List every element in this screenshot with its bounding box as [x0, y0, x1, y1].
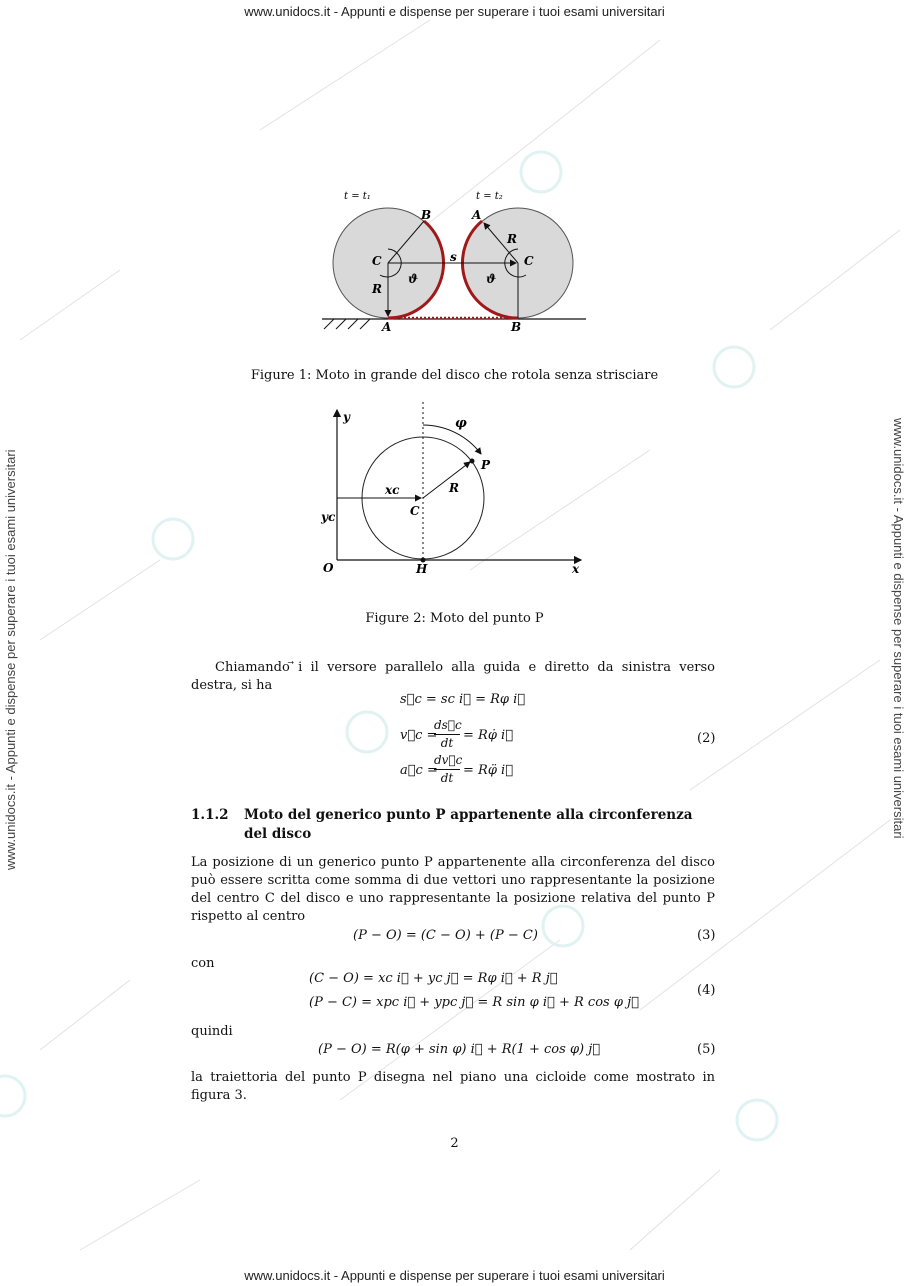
cycloid-paragraph: la traiettoria del punto P disegna nel piano una cicloide come mostrato in figura 3. [191, 1070, 715, 1103]
eq2c-rhs: = Rφ̈ i⃗ [463, 763, 514, 778]
equation-number-3: (3) [697, 928, 716, 943]
label-phi: φ [455, 416, 467, 431]
label-R-left: R [372, 282, 382, 296]
eq2c-lhs: a⃗c = [400, 763, 438, 778]
label-A-left: A [382, 320, 392, 334]
section-title: Moto del generico punto P appartenente alla circonferenza del disco [244, 807, 693, 842]
equation-2a: s⃗c = sc i⃗ = Rφ i⃗ [400, 692, 526, 707]
label-xc: xᴄ [385, 483, 400, 497]
watermark-left: www.unidocs.it - Appunti e dispense per superare i tuoi esami universitari [3, 449, 18, 870]
eq2b-num: ds⃗c [434, 718, 462, 732]
page-number: 2 [450, 1136, 459, 1151]
section-number: 1.1.2 [191, 807, 229, 823]
label-C-left: C [372, 254, 382, 268]
figure-2-caption: Figure 2: Moto del punto P [365, 611, 544, 626]
eq2b-den: dt [440, 736, 454, 750]
label-C: C [410, 504, 420, 518]
label-C-right: C [524, 254, 534, 268]
equation-4a: (C − O) = xc i⃗ + yc j⃗ = Rφ i⃗ + R j⃗ [309, 971, 558, 986]
label-t2: t = t₂ [476, 191, 503, 202]
figure-1-diagram [310, 185, 600, 335]
equation-number-4: (4) [697, 983, 716, 998]
label-R-right: R [507, 232, 517, 246]
eq2b-rhs: = Rφ̇ i⃗ [463, 728, 514, 743]
eq2c-den: dt [440, 771, 454, 785]
label-theta-left: ϑ [408, 272, 419, 286]
label-x-axis: x [572, 562, 580, 576]
label-y-axis: y [343, 410, 350, 424]
label-B-right: B [511, 320, 522, 334]
equation-number-5: (5) [697, 1042, 716, 1057]
eq2c-num: dv⃗c [434, 753, 463, 767]
equation-5: (P − O) = R(φ + sin φ) i⃗ + R(1 + cos φ) j⃗ [318, 1042, 601, 1057]
text-con: con [191, 956, 215, 971]
equation-number-2: (2) [697, 731, 716, 746]
watermark-right: www.unidocs.it - Appunti e dispense per superare i tuoi esami universitari [891, 418, 906, 839]
label-R: R [449, 481, 459, 495]
section-heading [191, 806, 715, 844]
label-P: P [481, 458, 491, 472]
label-A-right: A [472, 208, 482, 222]
figure-2-diagram [315, 400, 595, 580]
label-t1: t = t₁ [344, 191, 371, 202]
watermark-bottom: www.unidocs.it - Appunti e dispense per superare i tuoi esami universitari [244, 1268, 665, 1283]
intro-paragraph: Chiamando ⃗i il versore parallelo alla guida e diretto da sinistra verso destra, si ha [191, 660, 715, 693]
position-paragraph: La posizione di un generico punto P appartenente alla circonferenza del disco può essere scritta come somma di due vettori uno rappresentante la posizione del centro C del disco e uno rappresentante la posizione relativa del punto P rispetto al centro [191, 855, 715, 924]
equation-4b: (P − C) = xpc i⃗ + ypc j⃗ = R sin φ i⃗ + R cos φ j⃗ [309, 995, 639, 1010]
label-B-left: B [421, 208, 432, 222]
watermark-top: www.unidocs.it - Appunti e dispense per superare i tuoi esami universitari [244, 4, 665, 19]
label-O: O [323, 561, 334, 575]
eq2b-lhs: v⃗c = [400, 728, 438, 743]
label-s: s [450, 250, 457, 264]
equation-3: (P − O) = (C − O) + (P − C) [353, 928, 538, 943]
text-quindi: quindi [191, 1024, 233, 1039]
label-yc: yᴄ [321, 510, 336, 524]
label-H: H [416, 562, 428, 576]
label-theta-right: ϑ [486, 272, 497, 286]
figure-1-caption: Figure 1: Moto in grande del disco che rotola senza strisciare [250, 368, 659, 383]
